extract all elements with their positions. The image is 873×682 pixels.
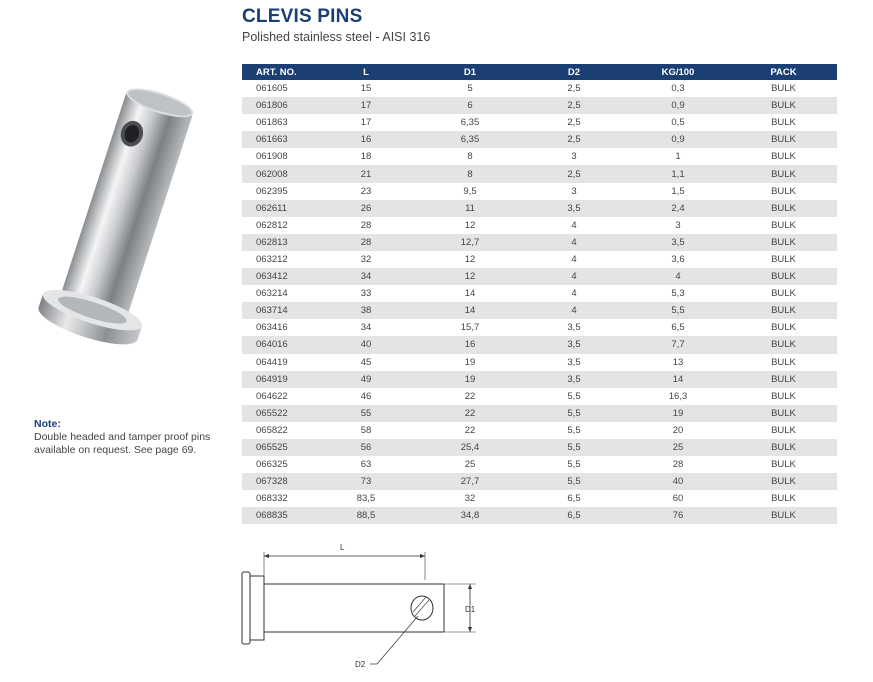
table-cell: 16 (314, 131, 418, 148)
table-cell: 12 (418, 251, 522, 268)
table-cell: BULK (730, 473, 837, 490)
table-row (242, 507, 837, 524)
dimension-label-d1: D1 (465, 605, 476, 614)
table-cell: 8 (418, 148, 522, 165)
table-cell: 14 (418, 302, 522, 319)
table-row (242, 183, 837, 200)
table-cell: 26 (314, 200, 418, 217)
table-cell: 6,35 (418, 114, 522, 131)
table-cell: BULK (730, 234, 837, 251)
table-cell: 63 (314, 456, 418, 473)
table-cell: 34,8 (418, 507, 522, 524)
table-cell: 4 (626, 268, 730, 285)
table-cell: 60 (626, 490, 730, 507)
table-cell: 062812 (242, 217, 314, 234)
table-cell: 5,5 (522, 388, 626, 405)
table-cell: BULK (730, 148, 837, 165)
table-cell: 061908 (242, 148, 314, 165)
column-header-d1: D1 (418, 64, 522, 80)
table-cell: 062611 (242, 200, 314, 217)
dimension-label-l: L (340, 543, 345, 552)
table-cell: 8 (418, 165, 522, 182)
table-cell: 34 (314, 268, 418, 285)
table-cell: 6 (418, 97, 522, 114)
table-row (242, 473, 837, 490)
table-cell: 2,5 (522, 97, 626, 114)
table-cell: 066325 (242, 456, 314, 473)
table-cell: 2,5 (522, 131, 626, 148)
table-row (242, 371, 837, 388)
table-row (242, 285, 837, 302)
table-cell: BULK (730, 490, 837, 507)
table-row (242, 302, 837, 319)
table-cell: BULK (730, 97, 837, 114)
table-cell: 12,7 (418, 234, 522, 251)
table-cell: 068332 (242, 490, 314, 507)
table-cell: 32 (314, 251, 418, 268)
table-cell: 1 (626, 148, 730, 165)
table-cell: 15 (314, 80, 418, 97)
table-cell: 4 (522, 217, 626, 234)
table-cell: BULK (730, 405, 837, 422)
table-cell: BULK (730, 131, 837, 148)
column-header-d2: D2 (522, 64, 626, 80)
table-row (242, 131, 837, 148)
table-row (242, 251, 837, 268)
table-row (242, 80, 837, 97)
table-header-row (242, 64, 837, 80)
table-cell: 3,5 (522, 336, 626, 353)
table-cell: 6,5 (626, 319, 730, 336)
table-cell: BULK (730, 371, 837, 388)
note-box (34, 418, 234, 457)
column-header-pack: PACK (730, 64, 837, 80)
table-cell: 49 (314, 371, 418, 388)
table-cell: 33 (314, 285, 418, 302)
table-cell: BULK (730, 80, 837, 97)
table-cell: 19 (626, 405, 730, 422)
table-cell: 40 (626, 473, 730, 490)
table-cell: 11 (418, 200, 522, 217)
table-cell: 2,5 (522, 165, 626, 182)
table-cell: 061605 (242, 80, 314, 97)
table-cell: 6,5 (522, 490, 626, 507)
table-row (242, 319, 837, 336)
table-row (242, 217, 837, 234)
column-header-art-no: ART. NO. (242, 64, 314, 80)
table-cell: 23 (314, 183, 418, 200)
table-row (242, 354, 837, 371)
table-cell: 5,5 (522, 405, 626, 422)
table-cell: 25 (418, 456, 522, 473)
table-cell: 22 (418, 405, 522, 422)
table-cell: 0,9 (626, 97, 730, 114)
table-cell: 063214 (242, 285, 314, 302)
table-row (242, 148, 837, 165)
table-cell: 061863 (242, 114, 314, 131)
page-subtitle: Polished stainless steel - AISI 316 (242, 30, 431, 44)
table-cell: 3,5 (522, 200, 626, 217)
table-cell: 38 (314, 302, 418, 319)
table-cell: 22 (418, 422, 522, 439)
table-row (242, 97, 837, 114)
table-cell: 065522 (242, 405, 314, 422)
table-cell: 45 (314, 354, 418, 371)
table-cell: 15,7 (418, 319, 522, 336)
table-row (242, 336, 837, 353)
table-cell: 5,5 (522, 473, 626, 490)
table-row (242, 268, 837, 285)
table-cell: 22 (418, 388, 522, 405)
table-cell: 2,4 (626, 200, 730, 217)
page-title: CLEVIS PINS (242, 6, 363, 27)
table-cell: 062813 (242, 234, 314, 251)
table-cell: 2,5 (522, 80, 626, 97)
table-cell: 3,5 (522, 354, 626, 371)
table-cell: 28 (626, 456, 730, 473)
table-cell: BULK (730, 200, 837, 217)
table-cell: BULK (730, 302, 837, 319)
table-cell: 4 (522, 251, 626, 268)
table-cell: 21 (314, 165, 418, 182)
table-cell: BULK (730, 217, 837, 234)
table-cell: 55 (314, 405, 418, 422)
table-cell: 5,3 (626, 285, 730, 302)
note-text: Double headed and tamper proof pins available on request. See page 69. (34, 431, 211, 456)
table-cell: 4 (522, 302, 626, 319)
table-cell: 46 (314, 388, 418, 405)
table-cell: BULK (730, 285, 837, 302)
table-cell: 4 (522, 234, 626, 251)
table-cell: 062008 (242, 165, 314, 182)
table-cell: 4 (522, 268, 626, 285)
table-cell: 1,1 (626, 165, 730, 182)
table-cell: 88,5 (314, 507, 418, 524)
table-cell: 067328 (242, 473, 314, 490)
table-cell: 0,3 (626, 80, 730, 97)
table-cell: 25,4 (418, 439, 522, 456)
table-cell: 56 (314, 439, 418, 456)
table-cell: BULK (730, 268, 837, 285)
table-cell: BULK (730, 251, 837, 268)
table-cell: 6,5 (522, 507, 626, 524)
table-cell: BULK (730, 456, 837, 473)
table-cell: BULK (730, 114, 837, 131)
table-cell: 3 (522, 183, 626, 200)
table-cell: 064919 (242, 371, 314, 388)
table-cell: 065525 (242, 439, 314, 456)
table-cell: 76 (626, 507, 730, 524)
table-cell: 28 (314, 234, 418, 251)
table-cell: BULK (730, 319, 837, 336)
table-cell: 5,5 (626, 302, 730, 319)
clevis-pin-spec-table (242, 64, 837, 524)
table-cell: 16,3 (626, 388, 730, 405)
table-cell: 065822 (242, 422, 314, 439)
table-cell: 0,5 (626, 114, 730, 131)
table-row (242, 388, 837, 405)
table-cell: BULK (730, 422, 837, 439)
table-cell: 83,5 (314, 490, 418, 507)
table-cell: 3 (522, 148, 626, 165)
table-cell: 3,5 (522, 319, 626, 336)
table-cell: 12 (418, 268, 522, 285)
table-cell: 12 (418, 217, 522, 234)
table-cell: BULK (730, 439, 837, 456)
table-row (242, 114, 837, 131)
table-row (242, 490, 837, 507)
table-cell: 063416 (242, 319, 314, 336)
table-cell: 4 (522, 285, 626, 302)
table-cell: BULK (730, 354, 837, 371)
table-row (242, 422, 837, 439)
table-row (242, 405, 837, 422)
table-cell: 0,9 (626, 131, 730, 148)
table-cell: 5,5 (522, 422, 626, 439)
table-cell: 3 (626, 217, 730, 234)
table-cell: 13 (626, 354, 730, 371)
table-cell: 068835 (242, 507, 314, 524)
table-row (242, 456, 837, 473)
table-cell: 3,6 (626, 251, 730, 268)
column-header-kg: KG/100 (626, 64, 730, 80)
column-header-l: L (314, 64, 418, 80)
table-cell: 7,7 (626, 336, 730, 353)
clevis-pin-technical-drawing (232, 538, 492, 678)
table-cell: 5,5 (522, 439, 626, 456)
table-row (242, 234, 837, 251)
table-cell: 14 (418, 285, 522, 302)
table-cell: 064016 (242, 336, 314, 353)
table-cell: 17 (314, 97, 418, 114)
table-cell: 73 (314, 473, 418, 490)
table-cell: 064419 (242, 354, 314, 371)
table-cell: 28 (314, 217, 418, 234)
table-cell: 17 (314, 114, 418, 131)
table-cell: 19 (418, 371, 522, 388)
table-cell: 1,5 (626, 183, 730, 200)
table-cell: 19 (418, 354, 522, 371)
table-row (242, 200, 837, 217)
table-cell: 063412 (242, 268, 314, 285)
table-cell: 063714 (242, 302, 314, 319)
table-cell: 9,5 (418, 183, 522, 200)
table-cell: 3,5 (626, 234, 730, 251)
table-cell: 25 (626, 439, 730, 456)
table-row (242, 165, 837, 182)
table-cell: BULK (730, 183, 837, 200)
clevis-pin-photo (0, 75, 240, 395)
table-row (242, 439, 837, 456)
table-cell: 061806 (242, 97, 314, 114)
note-title: Note: (34, 418, 61, 430)
table-cell: 40 (314, 336, 418, 353)
table-cell: 58 (314, 422, 418, 439)
table-cell: 062395 (242, 183, 314, 200)
table-cell: BULK (730, 507, 837, 524)
table-cell: 16 (418, 336, 522, 353)
table-cell: BULK (730, 165, 837, 182)
table-cell: 32 (418, 490, 522, 507)
table-cell: BULK (730, 336, 837, 353)
table-cell: 064622 (242, 388, 314, 405)
table-cell: 34 (314, 319, 418, 336)
table-cell: 061663 (242, 131, 314, 148)
table-cell: 27,7 (418, 473, 522, 490)
table-cell: 18 (314, 148, 418, 165)
table-cell: 5,5 (522, 456, 626, 473)
table-cell: 2,5 (522, 114, 626, 131)
table-cell: 3,5 (522, 371, 626, 388)
table-cell: 6,35 (418, 131, 522, 148)
table-cell: BULK (730, 388, 837, 405)
table-cell: 5 (418, 80, 522, 97)
table-cell: 14 (626, 371, 730, 388)
table-cell: 063212 (242, 251, 314, 268)
table-cell: 20 (626, 422, 730, 439)
dimension-label-d2: D2 (355, 660, 366, 669)
